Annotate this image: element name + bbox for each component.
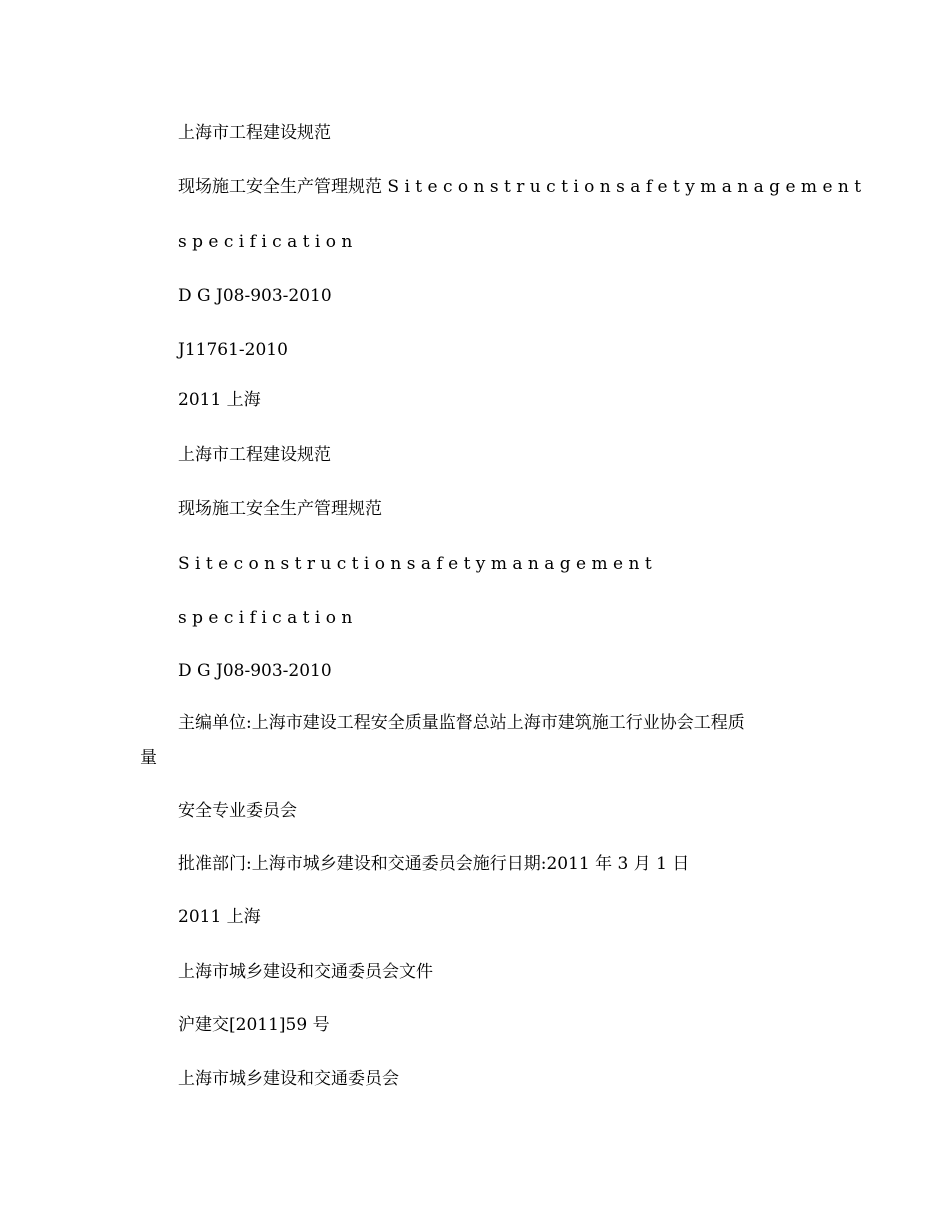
text-line: 安全专业委员会 (178, 801, 297, 821)
text-line: J11761-2010 (178, 340, 288, 360)
text-line: S i t e c o n s t r u c t i o n s a f e t y m a n a g e m e n t (178, 554, 652, 574)
text-line: 主编单位:上海市建设工程安全质量监督总站上海市建筑施工行业协会工程质 (178, 713, 745, 733)
text-line: 沪建交[2011]59 号 (178, 1015, 330, 1035)
text-line: 现场施工安全生产管理规范 S i t e c o n s t r u c t i o n s a f e t y m a n a g e m e n t (178, 177, 862, 197)
text-line: 2011 上海 (178, 907, 261, 927)
text-line: 批准部门:上海市城乡建设和交通委员会施行日期:2011 年 3 月 1 日 (178, 854, 690, 874)
text-line: s p e c i f i c a t i o n (178, 608, 353, 628)
text-line: 上海市工程建设规范 (178, 123, 331, 143)
text-line: s p e c i f i c a t i o n (178, 232, 353, 252)
text-line: 上海市城乡建设和交通委员会 (178, 1069, 399, 1089)
text-line: 现场施工安全生产管理规范 (178, 499, 382, 519)
text-line: 上海市工程建设规范 (178, 445, 331, 465)
text-line: D G J08-903-2010 (178, 661, 332, 681)
text-line: 上海市城乡建设和交通委员会文件 (178, 962, 433, 982)
text-line: 量 (140, 748, 157, 768)
text-line: 2011 上海 (178, 390, 261, 410)
text-line: D G J08-903-2010 (178, 286, 332, 306)
